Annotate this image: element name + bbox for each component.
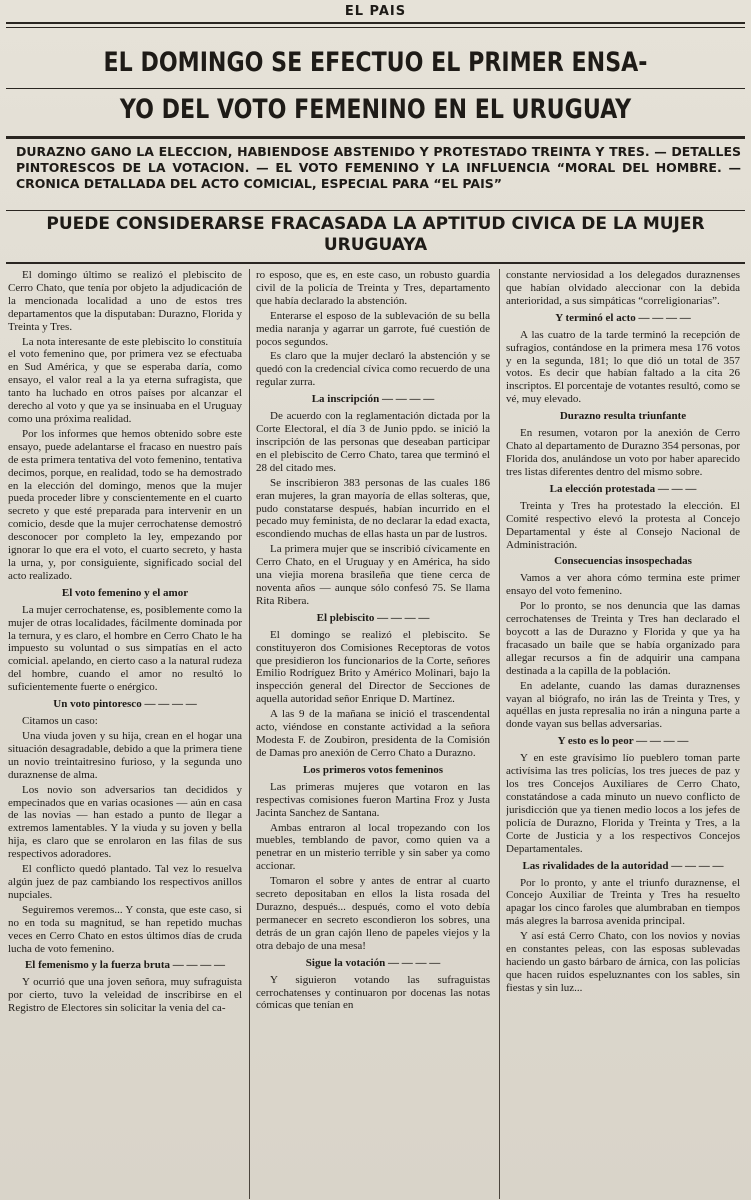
paragraph: Seguiremos veremos... Y consta, que este caso, si no en toda su magnitud, se han repetido muchas veces en Cerro Chato en estos últimos días de cruda lucha de voto femenino. bbox=[8, 903, 242, 955]
paragraph: Por lo pronto, se nos denuncia que las damas cerrochatenses de Treinta y Tres han declarado el boycott a las de Durazno y Florida y que ya ha fracasado un baile que se había organizado para allegar recursos a fin de adquirir una campana destinada a la capilla de la población. bbox=[506, 600, 740, 677]
section-heading: La inscripción — — — — bbox=[311, 393, 435, 406]
paragraph: Citamos un caso: bbox=[22, 715, 98, 728]
masthead-rule-thin bbox=[6, 27, 745, 28]
section-heading: Un voto pintoresco — — — — bbox=[53, 698, 197, 711]
paragraph: El domingo se realizó el plebiscito. Se constituyeron dos Comisiones Receptoras de votos que presidieron los funcionarios de la Corte, señores Emilio Rodríguez Brito y Américo Molinari, bajo la inspección general del Director de Secciones de aquella autoridad señor Enrique D. Martínez. bbox=[256, 628, 490, 706]
section-heading: Durazno resulta triunfante bbox=[559, 410, 687, 423]
paragraph: A las cuatro de la tarde terminó la recepción de sufragios, contándose en la primera mesa 176 votos y en la segunda, 181; lo que dió un total de 357 votos. Es decir que habían faltado a la cita 26 inscriptos. El porcentaje de votantes resultó, como se vé, muy elevado. bbox=[506, 328, 740, 406]
paragraph: La mujer cerrochatense, es, posiblemente como la mujer de otras localidades, fácilmente dominada por la ternura, y es claro, el hombre en Cerro Chato le ha impuesto su voluntad o sus simpatías en el acto comicial. apelando, en cierto caso a la natural rudeza del hombre, cuando el amor no resultó lo suficientemente fuerte o enérgico. bbox=[8, 603, 242, 694]
paragraph: En resumen, votaron por la anexión de Cerro Chato al departamento de Durazno 354 personas, por Florida dos, anulándose un voto por haber aparecido tres listas diferentes dentro del mismo sobre. bbox=[506, 427, 740, 478]
paragraph: Tomaron el sobre y antes de entrar al cuarto secreto depositaban en ellos la lista rosada del Durazno, después... después, como el voto debía permanecer en secreto escondieron los sobres, una detrás de un gran cajón lleno de papeles viejos y la otra debajo de una mesa! bbox=[256, 875, 490, 952]
section-heading: El plebiscito — — — — bbox=[316, 611, 430, 624]
paragraph: Vamos a ver ahora cómo termina este primer ensayo del voto femenino. bbox=[506, 572, 740, 598]
column-3 bbox=[506, 269, 740, 1199]
section-heading: El femenismo y la fuerza bruta — — — — bbox=[24, 959, 226, 972]
paragraph: Las primeras mujeres que votaron en las respectivas comisiones fueron Martina Froz y Justa Jacinta Sanchez de Santana. bbox=[256, 780, 490, 819]
paragraph: Y en este gravísimo lío pueblero toman parte activísima las tres policías, los tres jueces de paz y los tres Concejos Auxiliares de Cerro Chato, constatándose a cada minuto un nuevo conflicto de jurisdicción que ya tienen medio locos a los jefes de policía de Durazno, Florida y Treinta y Tres, a la Corte de Justicia y a los respectivos Concejos Departamentales. bbox=[506, 752, 740, 855]
deck-rule bbox=[6, 210, 745, 211]
paragraph: El domingo último se realizó el plebiscito de Cerro Chato, que tenía por objeto la adjudicación de la mencionada localidad a uno de estos tres departamentos que la disputaban: Durazno, Florida y Treinta y Tres. bbox=[8, 269, 242, 333]
paragraph: Los novio son adversarios tan decididos y empecinados que en varias ocasiones — aún en casa de las novias — han estado a punto de llegar a extremos lamentables. Y la viuda y su joven y bella hija, es claro que se enrolaron en las filas de sus respectivos adoradores. bbox=[8, 783, 242, 861]
headline-bottom-rule bbox=[6, 136, 745, 139]
body-top-rule bbox=[6, 262, 745, 264]
paragraph: Treinta y Tres ha protestado la elección. El Comité respectivo elevó la protesta al Concejo Departamental y éste al Consejo Nacional de Administración. bbox=[506, 499, 740, 551]
paragraph: Y así está Cerro Chato, con los novios y novias en constantes peleas, con las esposas sublevadas haciendo un gasto bárbaro de árnica, con las policías que hacen ruidos espeluznantes con los sables, sin fiestas y sin luz... bbox=[506, 930, 740, 994]
paragraph: Y siguieron votando las sufraguistas cerrochatenses y continuaron por docenas las notas cómicas que tenían en bbox=[256, 973, 490, 1012]
masthead-rule bbox=[6, 22, 745, 24]
paragraph: A las 9 de la mañana se inició el trascendental acto, viéndose en constante actividad a la señora Modesta F. de Zoubiron, presidenta de la Comisión de Damas pro anexión de Cerro Chato a Durazno. bbox=[256, 708, 490, 759]
section-heading: El voto femenino y el amor bbox=[61, 586, 189, 599]
paragraph: Por lo pronto, y ante el triunfo duraznense, el Concejo Auxiliar de Treinta y Tres ha resuelto apagar los cinco faroles que alumbraban en tiempos más alegres la barrosa avenida principal. bbox=[506, 876, 740, 928]
paragraph: Por los informes que hemos obtenido sobre este ensayo, puede adelantarse el fracaso en nuestro país de esta primera tentativa del voto femenino, tentativa decimos, porque, en realidad, todo se ha demostrado en la elección del domingo, menos que la mujer pueda proceder libre y conscientemente en el cuarto secreto y que esté preparada para intervenir en un comicio, desde que la mujer cerrochatense demostró desconocer por completo la ley, empezando por ignorar lo que era el voto, el cuarto secreto, y hasta la urna, y, por consiguiente, significado social del acto realizado. bbox=[8, 427, 242, 582]
masthead: EL PAIS bbox=[344, 4, 407, 19]
paragraph: Una viuda joven y su hija, crean en el hogar una situación desagradable, debido a que la primera tiene un novio treintaitresino furioso, y la segunda uno duraznense de alma. bbox=[8, 730, 242, 781]
paragraph: La nota interesante de este plebiscito lo constituía el voto femenino que, por primera vez se efectuaba en Sud América, y que se esperaba daría, como ensayo, el valor real a la ya eterna sufragista, que tanto ha luchado en otros países por alcanzar el derecho al voto y que ya se insinuaba en el Uruguay como una próxima realidad. bbox=[8, 335, 242, 425]
paragraph: El conflicto quedó plantado. Tal vez lo resuelva algún juez de paz cambiando los respectivos anillos nupciales. bbox=[8, 863, 242, 901]
headline-divider bbox=[6, 88, 745, 89]
headline-line-1: EL DOMINGO SE EFECTUO EL PRIMER ENSA- bbox=[103, 47, 648, 78]
column-1 bbox=[8, 269, 242, 1199]
paragraph: Enterarse el esposo de la sublevación de su bella media naranja y agarrar un garrote, fué cuestión de pocos segundos. bbox=[256, 309, 490, 348]
section-heading: Sigue la votación — — — — bbox=[305, 956, 441, 969]
paragraph: Y ocurrió que una joven señora, muy sufraguista por cierto, tuvo la veleidad de inscribirse en el Registro de Electores sin solicitar la venia del ca- bbox=[8, 976, 242, 1015]
paragraph: constante nerviosidad a los delegados duraznenses que habían olvidado aleccionar con la debida anterioridad, a sus simpáticas “correligionarias”. bbox=[506, 269, 740, 307]
section-heading: Consecuencias insospechadas bbox=[554, 555, 692, 568]
paragraph: De acuerdo con la reglamentación dictada por la Corte Electoral, el día 3 de Junio ppdo. se inició la inscripción de las personas que deseaban participar en el plebiscito de Cerro Chato, tarea que terminó el 28 del citado mes. bbox=[256, 410, 490, 474]
headline-line-2: YO DEL VOTO FEMENINO EN EL URUGUAY bbox=[119, 94, 632, 125]
paragraph: Es claro que la mujer declaró la abstención y se quedó con la credencial cívica como recuerdo de una regular zurra. bbox=[256, 350, 490, 389]
section-heading: Las rivalidades de la autoridad — — — — bbox=[522, 859, 724, 872]
paragraph: Ambas entraron al local tropezando con los muebles, temblando de pavor, como quien va a penetrar en un misterio terrible y sin saber ya como accionar. bbox=[256, 821, 490, 873]
section-heading: Los primeros votos femeninos bbox=[302, 763, 444, 776]
section-heading: Y esto es lo peor — — — — bbox=[557, 735, 689, 748]
paragraph: En adelante, cuando las damas duraznenses vayan al biógrafo, no irán las de Treinta y Tres, y aquéllas en justa represalia no irán a ninguna parte a donde vayan sus bellas adversarias. bbox=[506, 679, 740, 731]
column-2 bbox=[256, 269, 490, 1199]
subheadline: PUEDE CONSIDERARSE FRACASADA LA APTITUD CIVICA DE LA MUJER URUGUAYA bbox=[46, 214, 705, 255]
column-separator-1 bbox=[249, 269, 250, 1199]
paragraph: Se inscribieron 383 personas de las cuales 186 eran mujeres, la gran mayoría de ellas solteras, que, pudo constatarse después, habían incurrido en el pecado muy feminista, de no declarar la edad exacta, escondiendo muchas de ellas hasta un par de lustros. bbox=[256, 476, 490, 541]
section-heading: La elección protestada — — — bbox=[549, 482, 697, 495]
paragraph: ro esposo, que es, en este caso, un robusto guardia civil de la policía de Treinta y Tres, departamento que había declarado la abstención. bbox=[256, 269, 490, 307]
deck: DURAZNO GANO LA ELECCION, HABIENDOSE ABSTENIDO Y PROTESTADO TREINTA Y TRES. — DETALLES PINTORESCOS DE LA VOTACION. — EL VOTO FEMENINO Y LA INFLUENCIA “MORAL DEL HOMBRE. — CRONICA DETALLADA DEL ACTO COMICIAL, ESPECIAL PARA “EL PAIS” bbox=[16, 144, 741, 191]
paragraph: La primera mujer que se inscribió cívicamente en Cerro Chato, en el Uruguay y en América, ha sido una viejia morena brasileña que tiene cerca de noventa años — aunque sólo confesó 75. Se llama Rita Ribera. bbox=[256, 543, 490, 607]
column-separator-2 bbox=[499, 269, 500, 1199]
section-heading: Y terminó el acto — — — — bbox=[555, 311, 691, 324]
